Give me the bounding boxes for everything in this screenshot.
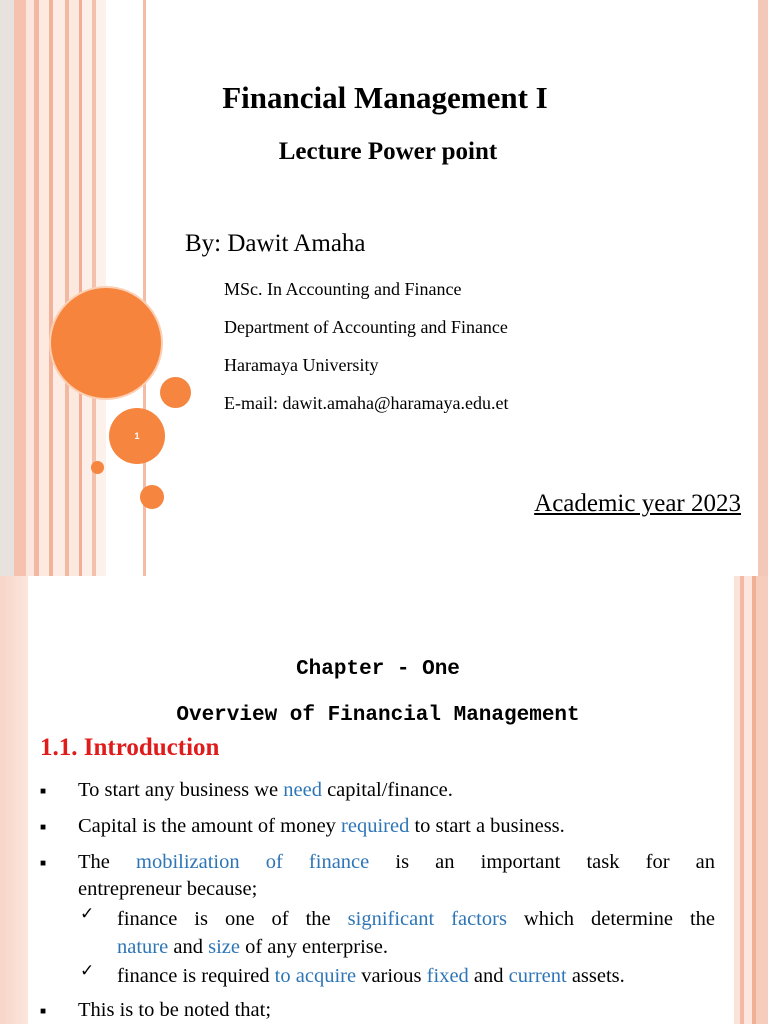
decorative-circle bbox=[140, 485, 164, 509]
left-edge-stripe bbox=[0, 576, 28, 1024]
check-item-text: finance is required to acquire various fixed and current assets. bbox=[117, 965, 625, 987]
content-slide bbox=[0, 576, 768, 1024]
author-department: Department of Accounting and Finance bbox=[224, 317, 508, 337]
chapter-title: Overview of Financial Management bbox=[176, 704, 580, 727]
course-title: Financial Management I bbox=[222, 80, 548, 115]
bullet-text-continued: entrepreneur because; bbox=[78, 878, 258, 900]
bullet-text: This is to be noted that; bbox=[78, 999, 272, 1021]
section-heading: 1.1. Introduction bbox=[40, 734, 220, 761]
decorative-circle-small bbox=[91, 461, 104, 474]
slide-number-circle bbox=[109, 408, 165, 464]
author-name: By: Dawit Amaha bbox=[185, 230, 366, 257]
bullet-icon: ■ bbox=[40, 786, 47, 797]
bullet-icon: ■ bbox=[40, 822, 47, 833]
bullet-icon: ■ bbox=[40, 858, 47, 869]
bullet-text: Capital is the amount of money required to start a business. bbox=[78, 815, 565, 837]
academic-year: Academic year 2023 bbox=[534, 490, 741, 517]
author-email: E-mail: dawit.amaha@haramaya.edu.et bbox=[224, 393, 509, 413]
bullet-text: To start any business we need capital/finance. bbox=[78, 779, 453, 801]
author-university: Haramaya University bbox=[224, 355, 379, 375]
bullet-icon: ■ bbox=[40, 1006, 47, 1017]
right-edge-stripes bbox=[734, 576, 768, 1024]
chapter-label: Chapter - One bbox=[296, 658, 460, 681]
decorative-circle bbox=[160, 377, 191, 408]
lecture-subtitle: Lecture Power point bbox=[278, 138, 498, 165]
author-degree: MSc. In Accounting and Finance bbox=[224, 279, 462, 299]
check-item-text: finance is one of the significant factors which determine the bbox=[117, 908, 715, 930]
checkmark-icon: ✓ bbox=[80, 961, 95, 980]
bullet-text: The mobilization of finance is an important task for an bbox=[78, 851, 715, 873]
check-item-text-continued: nature and size of any enterprise. bbox=[117, 936, 388, 958]
decorative-circle-large bbox=[51, 288, 161, 398]
slide-number: 1 bbox=[134, 431, 140, 441]
checkmark-icon: ✓ bbox=[80, 904, 95, 923]
